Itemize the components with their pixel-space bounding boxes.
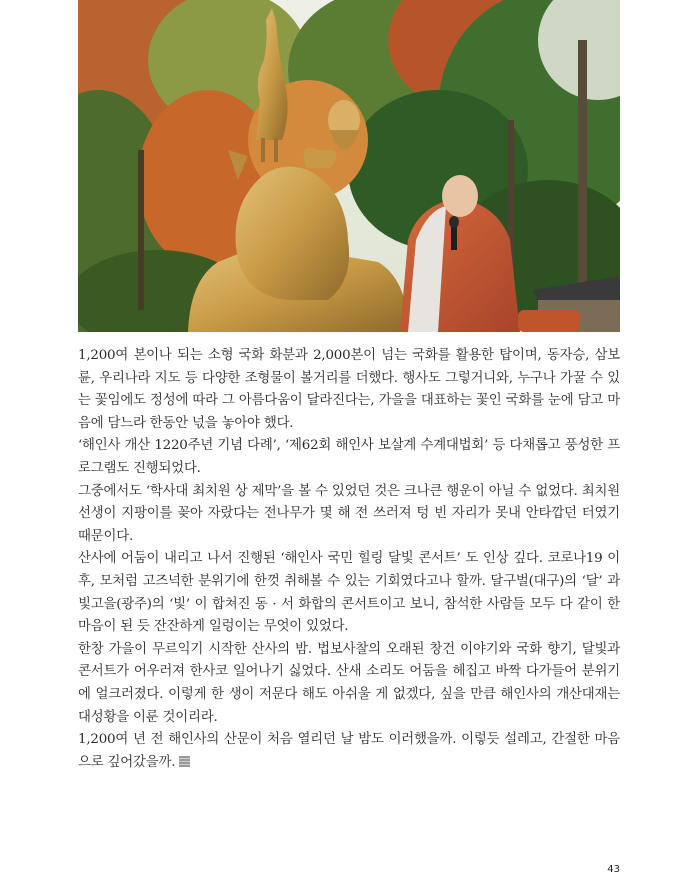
- paragraph-1: 1,200여 본이나 되는 소형 국화 화분과 2,000본이 넘는 국화를 활용한 탑이며, 동자승, 삼보륜, 우리나라 지도 등 다양한 조형물이 볼거리를 더했다. 행사도 그렇거니와, 누구나 가꿀 수 있는 꽃임에도 정성에 따라 그 아름다움이 달라진다는, 가을을 대표하는 꽃인 국화를 눈에 담고 마음에 담느라 한동안 넋을 놓아야 했다.: [78, 348, 620, 431]
- paragraph-4: 산사에 어둠이 내리고 나서 진행된 ‘해인사 국민 힐링 달빛 콘서트’ 도 인상 깊다. 코로나19 이후, 모처럼 고즈넉한 분위기에 한껏 취해볼 수 있는 기회였다고나 할까. 달구벌(대구)의 ‘달’ 과 빛고을(광주)의 ‘빛’ 이 합쳐진 동 · 서 화합의 콘서트이고 보니, 참석한 사람들 모두 다 같이 한마음이 된 듯 잔잔하게 일렁이는 무엇이 있었다.: [78, 551, 620, 635]
- paragraph-2: ‘해인사 개산 1220주년 기념 다례’, ‘제62회 해인사 보살계 수계대법회’ 등 다채롭고 풍성한 프로그램도 진행되었다.: [78, 438, 620, 476]
- page-number: 43: [607, 864, 620, 875]
- paragraph-6: [78, 729, 620, 774]
- statue-photo: [78, 0, 620, 332]
- end-mark-icon: [179, 756, 190, 767]
- paragraph-5: 한창 가을이 무르익기 시작한 산사의 밤. 법보사찰의 오래된 창건 이야기와 국화 향기, 달빛과 콘서트가 어우러져 한사코 일어나기 싫었다. 산새 소리도 어둠을 헤집고 바짝 다가들어 분위기에 얼크러졌다. 이렇게 한 생이 저문다 해도 아쉬울 게 없겠다, 싶을 만큼 해인사의 개산대재는 대성황을 이룬 것이리라.: [78, 641, 620, 725]
- temple-statue-photo-icon: [78, 0, 620, 332]
- article-body: [78, 345, 620, 774]
- paragraph-6-text: 1,200여 년 전 해인사의 산문이 처음 열리던 날 밤도 이러했을까. 이렇듯 설레고, 간절한 마음으로 깊어갔을까.: [78, 732, 620, 770]
- paragraph-3: 그중에서도 ‘학사대 최치원 상 제막’을 볼 수 있었던 것은 크나큰 행운이 아닐 수 없었다. 최치원 선생이 지팡이를 꽂아 자랐다는 전나무가 몇 해 전 쓰러져 텅 빈 자리가 못내 안타깝던 터였기 때문이다.: [78, 483, 620, 544]
